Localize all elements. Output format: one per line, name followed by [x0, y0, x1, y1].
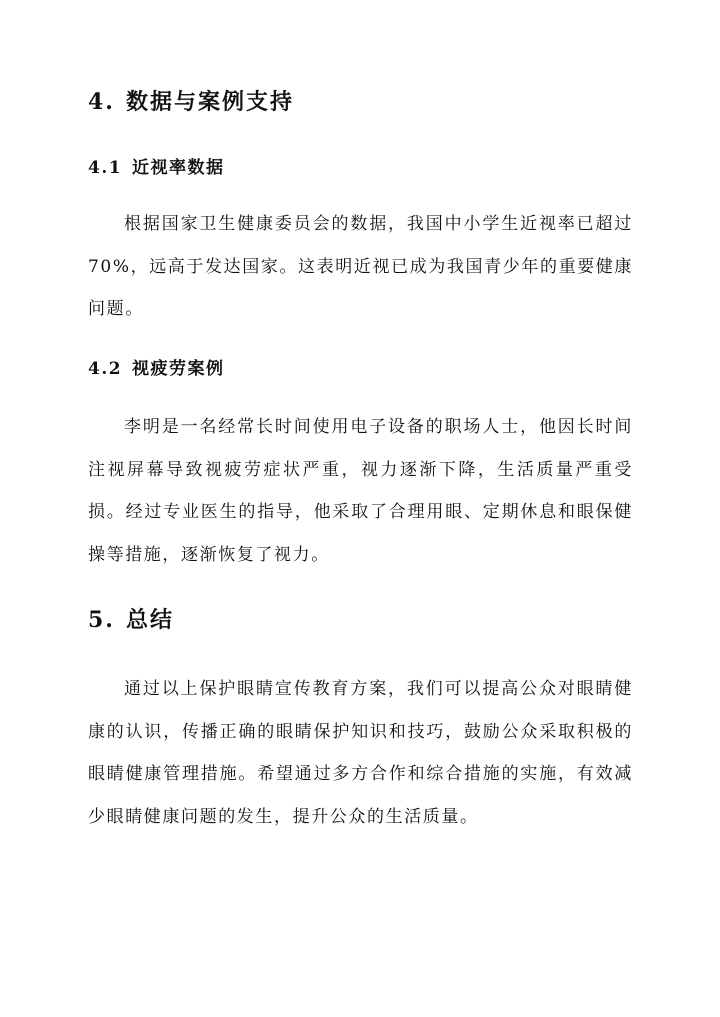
section-5-heading	[88, 605, 174, 635]
section-4-title: 数据与案例支持	[126, 89, 295, 115]
section-4-2-number: 4.2	[88, 359, 123, 379]
section-4-2-paragraph: 李明是一名经常长时间使用电子设备的职场人士，他因长时间注视屏幕导致视疲劳症状严重，视力逐渐下降，生活质量严重受损。经过专业医生的指导，他采取了合理用眼、定期休息和眼保健操等措施，逐渐恢复了视力。	[88, 417, 633, 565]
section-4-1-title: 近视率数据	[132, 158, 225, 178]
section-5-title: 总结	[126, 607, 175, 633]
section-4-2-title: 视疲劳案例	[132, 359, 225, 379]
section-4-2-heading	[88, 357, 225, 381]
section-4-1-paragraph: 根据国家卫生健康委员会的数据，我国中小学生近视率已超过70%，远高于发达国家。这表明近视已成为我国青少年的重要健康问题。	[88, 214, 633, 319]
section-5-number: 5.	[88, 607, 115, 633]
section-4-heading	[88, 87, 294, 117]
section-4-number: 4.	[88, 89, 115, 115]
section-5-paragraph: 通过以上保护眼睛宣传教育方案，我们可以提高公众对眼睛健康的认识，传播正确的眼睛保护知识和技巧，鼓励公众采取积极的眼睛健康管理措施。希望通过多方合作和综合措施的实施，有效减少眼睛健康问题的发生，提升公众的生活质量。	[88, 679, 633, 827]
section-4-1-heading	[88, 156, 225, 180]
section-4-1-number: 4.1	[88, 158, 123, 178]
